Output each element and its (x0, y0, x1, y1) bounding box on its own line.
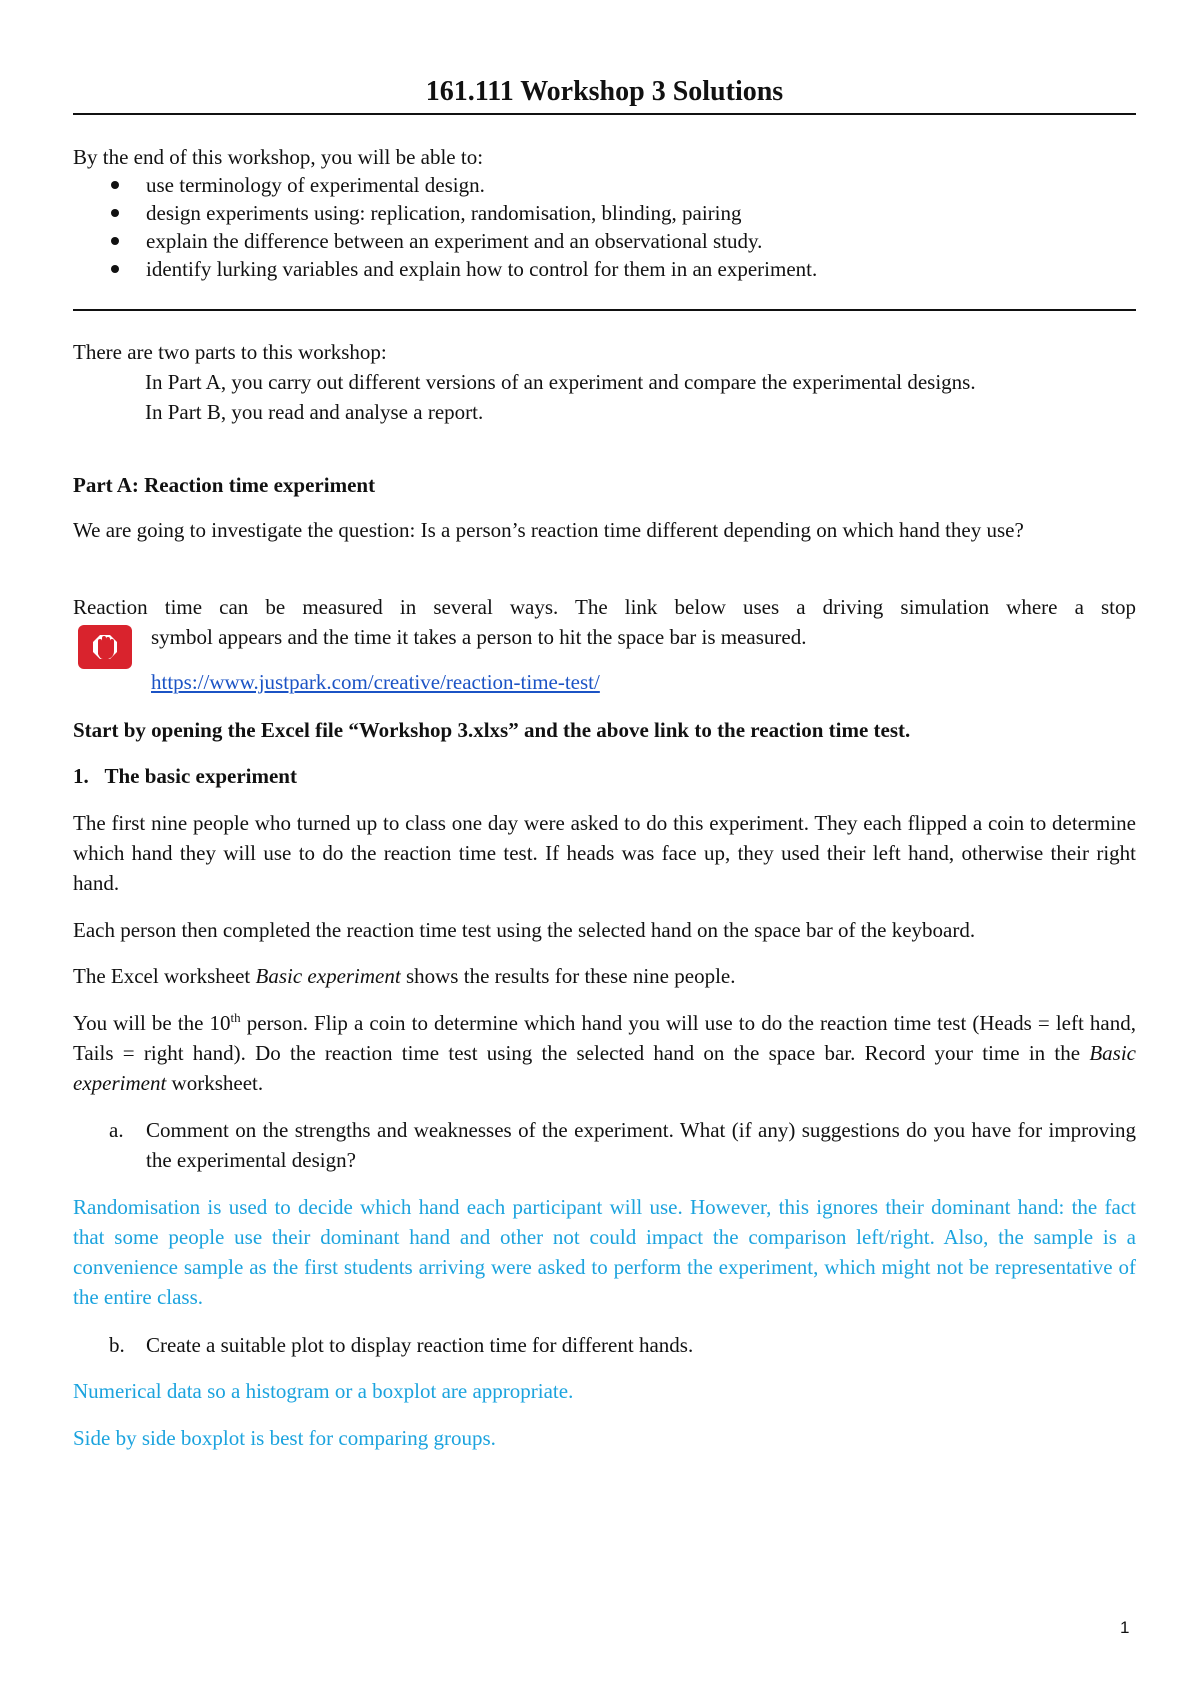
title-rule (73, 113, 1136, 115)
answer-a: Randomisation is used to decide which hand each participant will use. However, this ignores their dominant hand: the fact that some people use their dominant hand and other not could impact the comparison left/right. Also, the sample is a convenience sample as the first students arriving were asked to perform the experiment, which might not be representative of the entire class. (73, 1195, 1136, 1309)
reaction-test-link[interactable]: https://www.justpark.com/creative/reaction-time-test/ (151, 670, 600, 694)
section-1-para-4: You will be the 10th person. Flip a coin to determine which hand you will use to do the reaction time test (Heads = left hand, Tails = right hand). Do the reaction time test using the selected hand on the space bar. Record your time in the Basic experiment worksheet. (73, 1010, 1136, 1095)
part-a-heading: Part A: Reaction time experiment (73, 473, 376, 497)
question-a-letter: a. (109, 1118, 124, 1142)
reaction-test-link-row (151, 667, 600, 697)
objectives-section (73, 143, 1136, 283)
section-title: The basic experiment (104, 764, 297, 788)
parts-intro: There are two parts to this workshop: (73, 340, 387, 364)
part-b-description: In Part B, you read and analyse a report. (145, 400, 484, 424)
section-1-para-2: Each person then completed the reaction time test using the selected hand on the space bar of the keyboard. (73, 918, 976, 942)
answer-b-1: Numerical data so a histogram or a boxplot are appropriate. (73, 1379, 574, 1403)
objective-item: explain the difference between an experiment and an observational study. (73, 227, 1136, 255)
objective-item: identify lurking variables and explain how to control for them in an experiment. (73, 255, 1136, 283)
page-number: 1 (1120, 1618, 1130, 1637)
objectives-list (73, 171, 1136, 283)
measure-text-line2: symbol appears and the time it takes a person to hit the space bar is measured. (151, 625, 807, 649)
start-instruction: Start by opening the Excel file “Workshop 3.xlxs” and the above link to the reaction time test. (73, 718, 911, 742)
objectives-rule (73, 309, 1136, 311)
section-1-para-1: The first nine people who turned up to class one day were asked to do this experiment. They each flipped a coin to determine which hand they will use to do the reaction time test. If heads was face up, they used their left hand, otherwise their right hand. (73, 811, 1136, 895)
section-number: 1. (73, 764, 89, 788)
bullet-icon (111, 181, 119, 189)
part-a-description: In Part A, you carry out different versions of an experiment and compare the experimental designs. (145, 370, 976, 394)
research-question: We are going to investigate the question: Is a person’s reaction time different depending on which hand they use? (73, 518, 1024, 542)
section-1-para-3: The Excel worksheet Basic experiment shows the results for these nine people. (73, 964, 736, 988)
objective-item: use terminology of experimental design. (73, 171, 1136, 199)
question-a (73, 1115, 1136, 1175)
bullet-icon (111, 237, 119, 245)
question-a-text: Comment on the strengths and weaknesses of the experiment. What (if any) suggestions do you have for improving the experimental design? (146, 1118, 1136, 1172)
question-b-text: Create a suitable plot to display reaction time for different hands. (146, 1333, 694, 1357)
bullet-icon (111, 209, 119, 217)
stop-hand-icon (78, 625, 132, 669)
bullet-icon (111, 265, 119, 273)
page-title: 161.111 Workshop 3 Solutions (425, 76, 784, 107)
objectives-intro: By the end of this workshop, you will be able to: (73, 145, 484, 169)
answer-b-2: Side by side boxplot is best for comparing groups. (73, 1426, 496, 1450)
question-b (73, 1330, 1136, 1360)
section-1-heading (73, 761, 297, 791)
measure-text-line1: Reaction time can be measured in several ways. The link below uses a driving simulation where a stop (73, 595, 1136, 619)
question-b-letter: b. (109, 1333, 125, 1357)
objective-item: design experiments using: replication, randomisation, blinding, pairing (73, 199, 1136, 227)
parts-section (73, 337, 1136, 427)
